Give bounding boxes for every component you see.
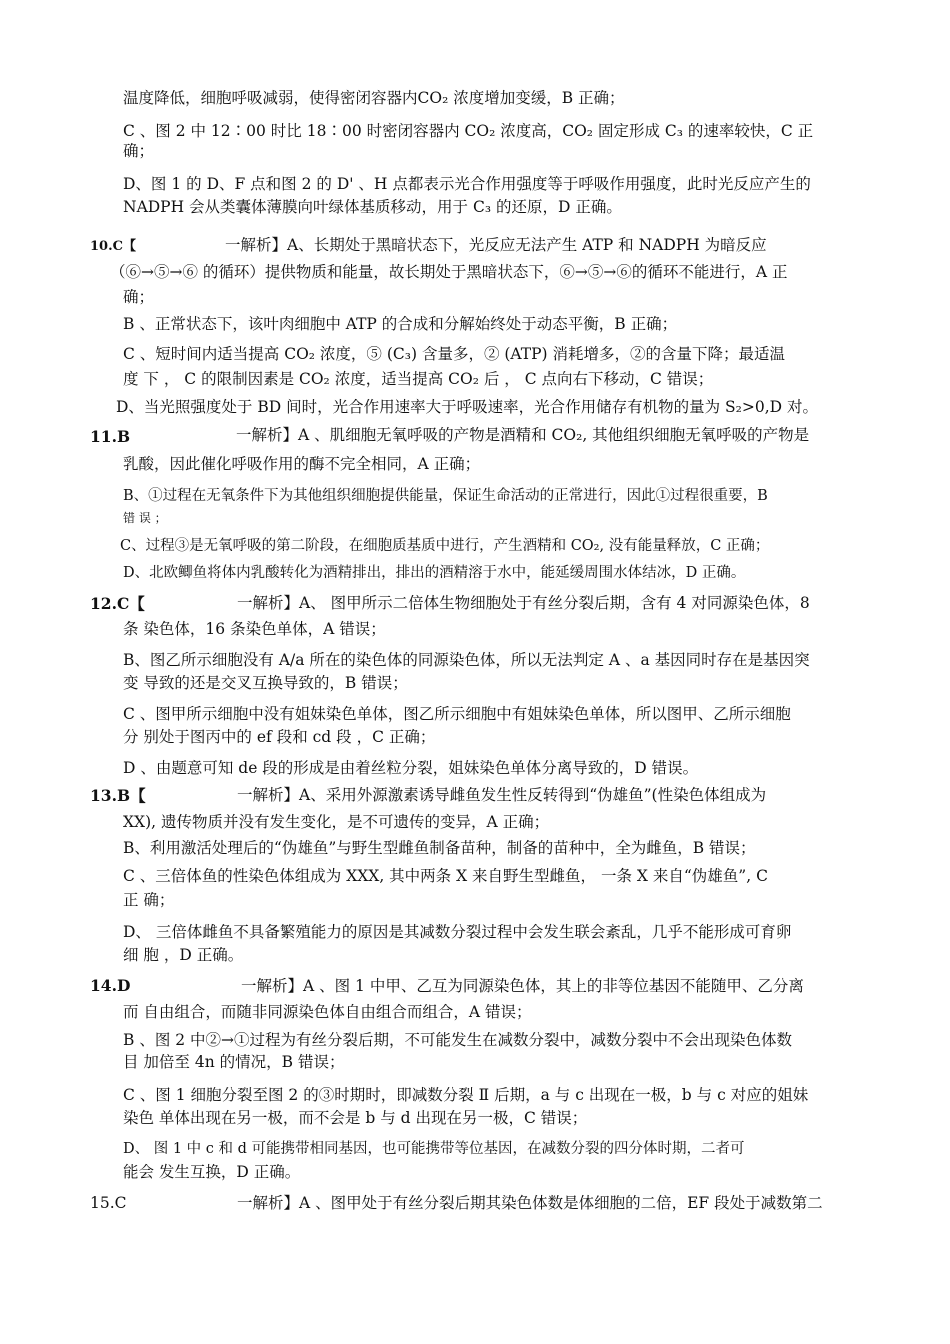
text-line: 度 下 ， C 的限制因素是 CO₂ 浓度，适当提高 CO₂ 后 ， C 点向右下移动，C 错误； (123, 370, 714, 388)
text-line: D、当光照强度处于 BD 间时，光合作用速率大于呼吸速率，光合作用储存有机物的量为 S₂>0,D 对。 (116, 398, 818, 416)
text-line: C 、图甲所示细胞中没有姐妹染色单体，图乙所示细胞中有姐妹染色单体，所以图甲、乙所示细胞 (123, 705, 791, 723)
text-line: D、 三倍体雌鱼不具备繁殖能力的原因是其减数分裂过程中会发生联会紊乱，几乎不能形成可育卵 (123, 923, 792, 941)
text-line: 一解析】A、采用外源激素诱导雌鱼发生性反转得到“伪雄鱼”(性染色体组成为 (237, 786, 767, 804)
text-line: 变 导致的还是交叉互换导致的，B 错误； (123, 674, 408, 692)
text-line: 能会 发生互换，D 正确。 (123, 1163, 301, 1181)
text-line: 染色 单体出现在另一极，而不会是 b 与 d 出现在另一极，C 错误； (123, 1109, 588, 1127)
text-line: B、利用激活处理后的“伪雄鱼”与野生型雌鱼制备苗种，制备的苗种中，全为雌鱼，B 错误； (123, 839, 756, 857)
text-line: 正 确； (123, 891, 175, 909)
text-line: B 、正常状态下，该叶肉细胞中 ATP 的合成和分解始终处于动态平衡，B 正确； (123, 315, 678, 333)
text-line: 条 染色体，16 条染色单体，A 错误； (123, 620, 386, 638)
text-line: XX), 遗传物质并没有发生变化，是不可遗传的变异，A 正确； (123, 813, 550, 831)
text-line: 错 误 ； (123, 511, 167, 525)
text-line: B 、图 2 中②→①过程为有丝分裂后期，不可能发生在减数分裂中，减数分裂中不会出现染色体数 (123, 1031, 793, 1049)
text-line: 一解析】A、 图甲所示二倍体生物细胞处于有丝分裂后期，含有 4 对同源染色体，8 (237, 594, 810, 612)
text-line: 一解析】A 、图 1 中甲、乙互为同源染色体，其上的非等位基因不能随甲、乙分离 (241, 977, 804, 995)
text-line: 一解析】A、长期处于黑暗状态下，光反应无法产生 ATP 和 NADPH 为暗反应 (225, 236, 767, 254)
question-number: 15.C (90, 1194, 127, 1212)
text-line: 一解析】A 、肌细胞无氧呼吸的产物是酒精和 CO₂, 其他组织细胞无氧呼吸的产物是 (236, 426, 810, 444)
text-line: 温度降低，细胞呼吸减弱，使得密闭容器内CO₂ 浓度增加变缓，B 正确； (123, 89, 625, 107)
text-line: C 、图 1 细胞分裂至图 2 的③时期时，即减数分裂 Ⅱ 后期，a 与 c 出现在一极，b 与 c 对应的姐妹 (123, 1086, 809, 1104)
question-number: 11.B (90, 427, 131, 446)
text-line: B、图乙所示细胞没有 A/a 所在的染色体的同源染色体，所以无法判定 A 、a 基因同时存在是基因突 (123, 651, 810, 669)
text-line: 乳酸，因此催化呼吸作用的酶不完全相同，A 正确； (123, 455, 481, 473)
text-line: 确； (123, 142, 155, 160)
question-number: 10.C【 (90, 239, 136, 254)
text-line: C 、图 2 中 12∶00 时比 18∶00 时密闭容器内 CO₂ 浓度高，CO₂ 固定形成 C₃ 的速率较快，C 正 (123, 122, 814, 140)
text-line: 而 自由组合，而随非同源染色体自由组合而组合，A 错误； (123, 1003, 532, 1021)
text-line: 确； (123, 288, 155, 306)
text-line: D、 图 1 中 c 和 d 可能携带相同基因，也可能携带等位基因，在减数分裂的四分体时期，二者可 (123, 1141, 745, 1157)
text-line: C、过程③是无氧呼吸的第二阶段，在细胞质基质中进行，产生酒精和 CO₂, 没有能量释放，C 正确； (120, 538, 770, 554)
text-line: B、①过程在无氧条件下为其他组织细胞提供能量，保证生命活动的正常进行，因此①过程很重要，B (123, 488, 768, 504)
text-line: 分 别处于图丙中的 ef 段和 cd 段 ，C 正确； (123, 728, 436, 746)
question-number: 12.C【 (90, 594, 145, 613)
text-line: D 、由题意可知 de 段的形成是由着丝粒分裂，姐妹染色单体分离导致的，D 错误。 (123, 759, 699, 777)
question-number: 14.D (90, 976, 131, 995)
question-number: 13.B【 (90, 786, 146, 805)
text-line: NADPH 会从类囊体薄膜向叶绿体基质移动，用于 C₃ 的还原，D 正确。 (123, 198, 622, 216)
text-line: （⑥→⑤→⑥ 的循环）提供物质和能量，故长期处于黑暗状态下，⑥→⑤→⑥的循环不能进行，A 正 (110, 263, 788, 281)
text-line: C 、三倍体鱼的性染色体组成为 XXX, 其中两条 X 来自野生型雌鱼， 一条 X 来自“伪雄鱼”, C (123, 867, 768, 885)
text-line: 细 胞 ，D 正确。 (123, 946, 244, 964)
text-line: 一解析】A 、图甲处于有丝分裂后期其染色体数是体细胞的二倍，EF 段处于减数第二 (237, 1194, 823, 1212)
text-line: D、北欧鲫鱼将体内乳酸转化为酒精排出，排出的酒精溶于水中，能延缓周围水体结冰，D 正确。 (123, 565, 746, 581)
text-line: D、图 1 的 D、F 点和图 2 的 D' 、H 点都表示光合作用强度等于呼吸作用强度，此时光反应产生的 (123, 175, 811, 193)
text-line: C 、短时间内适当提高 CO₂ 浓度，⑤ (C₃) 含量多，② (ATP) 消耗增多，②的含量下降；最适温 (123, 345, 786, 363)
text-line: 目 加倍至 4n 的情况，B 错误； (123, 1053, 345, 1071)
